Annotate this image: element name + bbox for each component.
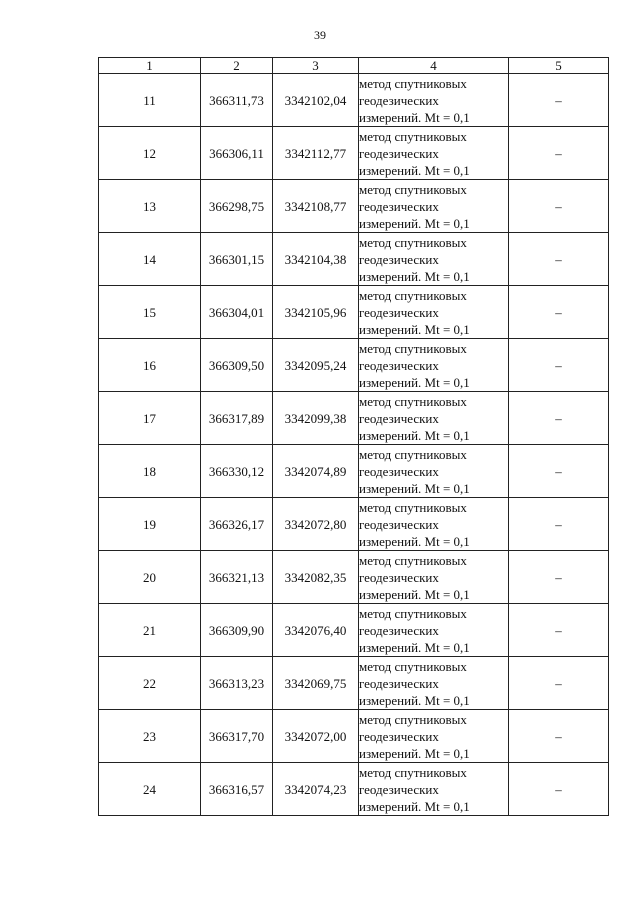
table-row	[99, 392, 609, 445]
method-text-line: геодезических	[359, 251, 439, 267]
y-coordinate-cell: 3342099,38	[273, 392, 359, 445]
note-cell: –	[509, 710, 609, 763]
column-header: 1	[99, 58, 201, 74]
point-number-cell: 22	[99, 657, 201, 710]
method-text-line: метод спутниковых	[359, 764, 467, 780]
note-cell: –	[509, 392, 609, 445]
point-number-cell: 24	[99, 763, 201, 816]
x-coordinate-cell: 366301,15	[201, 233, 273, 286]
point-number-cell: 14	[99, 233, 201, 286]
x-coordinate-cell: 366309,50	[201, 339, 273, 392]
note-cell: –	[509, 180, 609, 233]
method-cell	[359, 445, 509, 498]
x-coordinate-cell: 366309,90	[201, 604, 273, 657]
point-number-cell: 12	[99, 127, 201, 180]
point-number-cell: 15	[99, 286, 201, 339]
note-cell: –	[509, 74, 609, 127]
x-coordinate-cell: 366313,23	[201, 657, 273, 710]
table-row	[99, 498, 609, 551]
method-text-line: геодезических	[359, 304, 439, 320]
table-header-row	[99, 58, 609, 74]
table-row	[99, 74, 609, 127]
point-number-cell: 21	[99, 604, 201, 657]
table-row	[99, 445, 609, 498]
method-text-line: геодезических	[359, 516, 439, 532]
y-coordinate-cell: 3342082,35	[273, 551, 359, 604]
y-coordinate-cell: 3342072,00	[273, 710, 359, 763]
x-coordinate-cell: 366317,89	[201, 392, 273, 445]
method-text-line: измерений. Mt = 0,1	[359, 162, 470, 178]
y-coordinate-cell: 3342072,80	[273, 498, 359, 551]
method-text-line: геодезических	[359, 145, 439, 161]
y-coordinate-cell: 3342069,75	[273, 657, 359, 710]
method-cell	[359, 498, 509, 551]
method-text-line: метод спутниковых	[359, 605, 467, 621]
point-number-cell: 11	[99, 74, 201, 127]
method-text-line: геодезических	[359, 569, 439, 585]
method-text-line: геодезических	[359, 92, 439, 108]
method-text-line: измерений. Mt = 0,1	[359, 798, 470, 814]
method-text-line: геодезических	[359, 781, 439, 797]
table-row	[99, 763, 609, 816]
point-number-cell: 13	[99, 180, 201, 233]
method-text-line: метод спутниковых	[359, 552, 467, 568]
point-number-cell: 17	[99, 392, 201, 445]
method-text-line: геодезических	[359, 198, 439, 214]
table-row	[99, 233, 609, 286]
method-text-line: метод спутниковых	[359, 393, 467, 409]
point-number-cell: 18	[99, 445, 201, 498]
note-cell: –	[509, 445, 609, 498]
method-text-line: измерений. Mt = 0,1	[359, 480, 470, 496]
method-text-line: метод спутниковых	[359, 234, 467, 250]
method-text-line: метод спутниковых	[359, 75, 467, 91]
method-text-line: измерений. Mt = 0,1	[359, 427, 470, 443]
note-cell: –	[509, 551, 609, 604]
method-text-line: геодезических	[359, 622, 439, 638]
method-text-line: геодезических	[359, 410, 439, 426]
method-text-line: измерений. Mt = 0,1	[359, 533, 470, 549]
table-row	[99, 710, 609, 763]
method-text-line: измерений. Mt = 0,1	[359, 586, 470, 602]
page-number: 39	[314, 28, 326, 42]
y-coordinate-cell: 3342074,23	[273, 763, 359, 816]
coordinates-table	[98, 57, 609, 816]
point-number-cell: 16	[99, 339, 201, 392]
column-header: 5	[509, 58, 609, 74]
y-coordinate-cell: 3342102,04	[273, 74, 359, 127]
x-coordinate-cell: 366326,17	[201, 498, 273, 551]
method-cell	[359, 339, 509, 392]
y-coordinate-cell: 3342074,89	[273, 445, 359, 498]
method-text-line: измерений. Mt = 0,1	[359, 374, 470, 390]
point-number-cell: 19	[99, 498, 201, 551]
method-text-line: метод спутниковых	[359, 287, 467, 303]
note-cell: –	[509, 127, 609, 180]
table-row	[99, 127, 609, 180]
note-cell: –	[509, 657, 609, 710]
table-row	[99, 180, 609, 233]
table-row	[99, 339, 609, 392]
note-cell: –	[509, 498, 609, 551]
x-coordinate-cell: 366330,12	[201, 445, 273, 498]
x-coordinate-cell: 366321,13	[201, 551, 273, 604]
method-text-line: измерений. Mt = 0,1	[359, 692, 470, 708]
x-coordinate-cell: 366304,01	[201, 286, 273, 339]
method-text-line: геодезических	[359, 675, 439, 691]
method-text-line: метод спутниковых	[359, 128, 467, 144]
column-header: 4	[359, 58, 509, 74]
y-coordinate-cell: 3342095,24	[273, 339, 359, 392]
note-cell: –	[509, 233, 609, 286]
method-text-line: метод спутниковых	[359, 181, 467, 197]
method-cell	[359, 551, 509, 604]
y-coordinate-cell: 3342076,40	[273, 604, 359, 657]
method-cell	[359, 286, 509, 339]
method-text-line: метод спутниковых	[359, 711, 467, 727]
method-cell	[359, 74, 509, 127]
method-text-line: измерений. Mt = 0,1	[359, 639, 470, 655]
column-header: 3	[273, 58, 359, 74]
method-text-line: геодезических	[359, 357, 439, 373]
table-row	[99, 657, 609, 710]
method-cell	[359, 392, 509, 445]
method-cell	[359, 127, 509, 180]
method-text-line: измерений. Mt = 0,1	[359, 745, 470, 761]
method-text-line: геодезических	[359, 728, 439, 744]
x-coordinate-cell: 366311,73	[201, 74, 273, 127]
point-number-cell: 20	[99, 551, 201, 604]
x-coordinate-cell: 366316,57	[201, 763, 273, 816]
y-coordinate-cell: 3342108,77	[273, 180, 359, 233]
method-cell	[359, 604, 509, 657]
method-cell	[359, 763, 509, 816]
method-cell	[359, 180, 509, 233]
method-text-line: измерений. Mt = 0,1	[359, 215, 470, 231]
method-cell	[359, 710, 509, 763]
method-cell	[359, 233, 509, 286]
method-text-line: метод спутниковых	[359, 446, 467, 462]
table-row	[99, 551, 609, 604]
method-text-line: метод спутниковых	[359, 340, 467, 356]
x-coordinate-cell: 366306,11	[201, 127, 273, 180]
note-cell: –	[509, 286, 609, 339]
method-text-line: измерений. Mt = 0,1	[359, 321, 470, 337]
note-cell: –	[509, 604, 609, 657]
method-text-line: измерений. Mt = 0,1	[359, 109, 470, 125]
method-text-line: метод спутниковых	[359, 658, 467, 674]
column-header: 2	[201, 58, 273, 74]
method-text-line: измерений. Mt = 0,1	[359, 268, 470, 284]
method-text-line: метод спутниковых	[359, 499, 467, 515]
method-cell	[359, 657, 509, 710]
table-row	[99, 286, 609, 339]
point-number-cell: 23	[99, 710, 201, 763]
note-cell: –	[509, 339, 609, 392]
table-row	[99, 604, 609, 657]
table-body	[99, 74, 609, 816]
y-coordinate-cell: 3342104,38	[273, 233, 359, 286]
x-coordinate-cell: 366317,70	[201, 710, 273, 763]
method-text-line: геодезических	[359, 463, 439, 479]
y-coordinate-cell: 3342105,96	[273, 286, 359, 339]
x-coordinate-cell: 366298,75	[201, 180, 273, 233]
note-cell: –	[509, 763, 609, 816]
y-coordinate-cell: 3342112,77	[273, 127, 359, 180]
